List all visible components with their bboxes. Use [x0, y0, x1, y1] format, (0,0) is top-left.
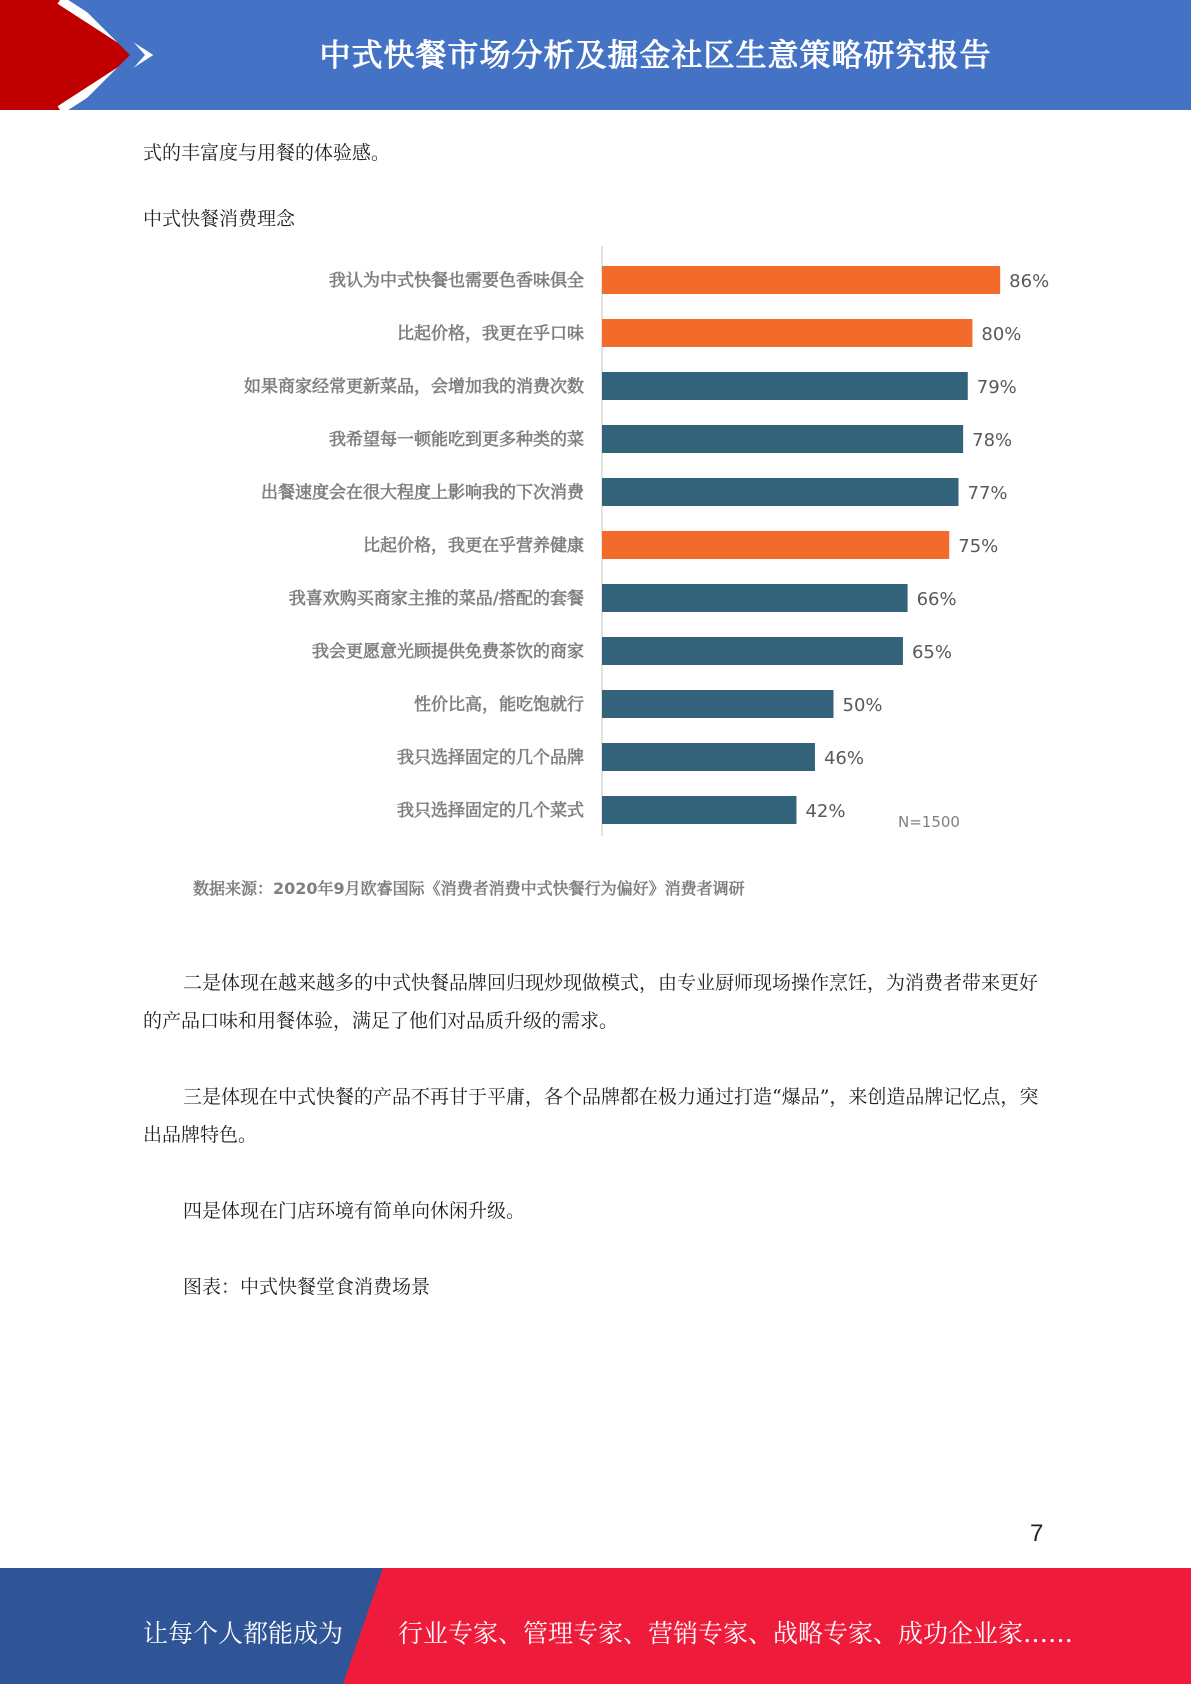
bar	[602, 266, 1000, 294]
category-label: 比起价格，我更在乎口味	[397, 324, 584, 344]
intro-line: 式的丰富度与用餐的体验感。	[143, 142, 391, 164]
value-label: 80%	[981, 324, 1022, 345]
category-label: 我认为中式快餐也需要色香味俱全	[329, 271, 584, 291]
footer-slogan-left: 让每个人都能成为	[143, 1619, 344, 1648]
report-title: 中式快餐市场分析及掘金社区生意策略研究报告	[319, 38, 992, 74]
value-label: 65%	[911, 642, 952, 663]
bar	[602, 531, 949, 559]
footer-slogan-right: 行业专家、管理专家、营销专家、战略专家、成功企业家……	[398, 1619, 1074, 1648]
value-label: 79%	[976, 377, 1017, 398]
bar	[602, 425, 963, 453]
bar	[602, 690, 834, 718]
category-label: 比起价格，我更在乎营养健康	[363, 536, 584, 556]
source-note: 数据来源：2020年9月欧睿国际《消费者消费中式快餐行为偏好》消费者调研	[193, 879, 745, 898]
value-label: 42%	[805, 801, 846, 822]
figure-caption: 图表：中式快餐堂食消费场景	[183, 1276, 431, 1298]
category-label: 如果商家经常更新菜品，会增加我的消费次数	[244, 377, 584, 397]
category-label: 性价比高，能吃饱就行	[414, 695, 584, 715]
value-label: 75%	[958, 536, 999, 557]
value-label: 46%	[823, 748, 864, 769]
category-label: 我喜欢购买商家主推的菜品/搭配的套餐	[288, 589, 584, 609]
bar-chart	[190, 246, 1090, 846]
value-label: 66%	[916, 589, 957, 610]
page-number: 7	[1030, 1520, 1044, 1547]
category-label: 出餐速度会在很大程度上影响我的下次消费	[261, 483, 584, 503]
value-label: 50%	[842, 695, 883, 716]
bar	[602, 743, 815, 771]
value-label: 86%	[1009, 271, 1050, 292]
category-label: 我希望每一顿能吃到更多种类的菜	[329, 430, 584, 450]
category-label: 我会更愿意光顾提供免费茶饮的商家	[312, 642, 584, 662]
category-label: 我只选择固定的几个菜式	[397, 801, 584, 821]
bar	[602, 478, 959, 506]
bar	[602, 372, 968, 400]
category-label: 我只选择固定的几个品牌	[397, 748, 584, 768]
page-footer	[0, 1568, 1191, 1684]
bar	[602, 796, 796, 824]
paragraph: 二是体现在越来越多的中式快餐品牌回归现炒现做模式，由专业厨师现场操作烹饪，为消费者带来更好的产品口味和用餐体验，满足了他们对品质升级的需求。	[143, 972, 1039, 1032]
bar	[602, 319, 972, 347]
chart-caption: 中式快餐消费理念	[143, 208, 296, 230]
value-label: 78%	[972, 430, 1013, 451]
value-label: 77%	[967, 483, 1008, 504]
paragraph: 三是体现在中式快餐的产品不再甘于平庸，各个品牌都在极力通过打造“爆品”，来创造品牌记忆点，突出品牌特色。	[143, 1086, 1039, 1146]
paragraph: 四是体现在门店环境有简单向休闲升级。	[183, 1200, 526, 1222]
sample-size-annotation: N=1500	[898, 813, 960, 831]
bar	[602, 637, 903, 665]
bar	[602, 584, 908, 612]
page-header	[0, 0, 1191, 110]
